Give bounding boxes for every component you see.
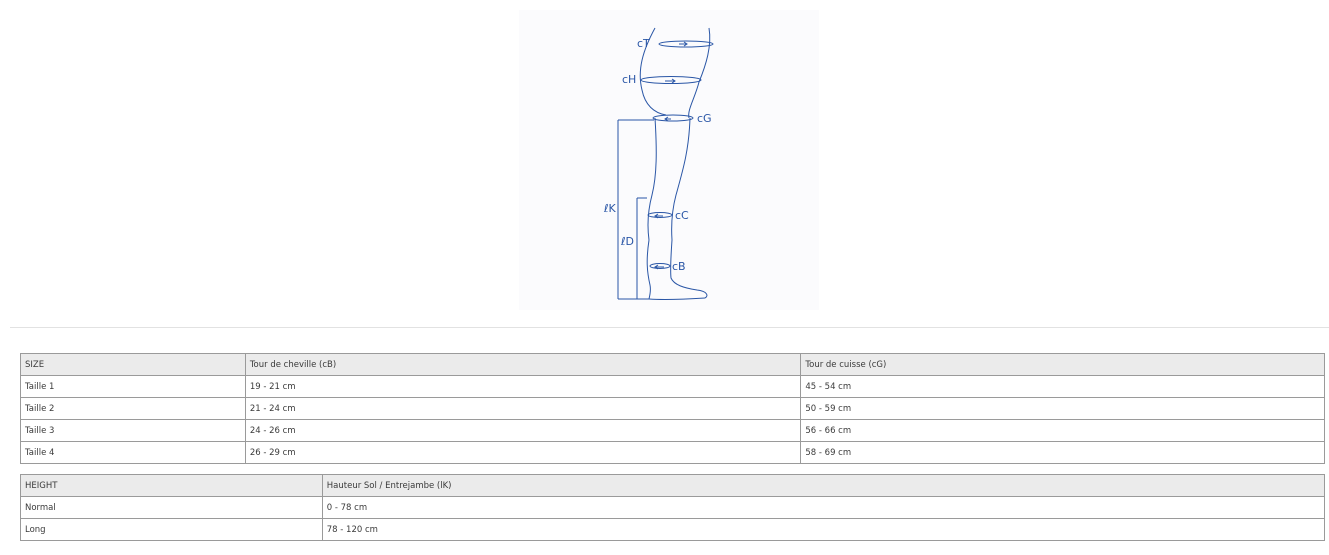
label-cH: cH	[622, 73, 637, 86]
floor-crotch-cell: 78 - 120 cm	[322, 519, 1324, 541]
label-cT: cT	[637, 37, 650, 50]
leg-measurement-diagram	[519, 10, 819, 310]
thigh-cell: 50 - 59 cm	[801, 398, 1325, 420]
label-lK: ℓK	[604, 202, 616, 215]
table-row	[21, 442, 1325, 464]
ankle-cell: 24 - 26 cm	[245, 420, 801, 442]
height-table	[20, 474, 1325, 541]
size-header-cell: SIZE	[21, 354, 246, 376]
thigh-header-cell: Tour de cuisse (cG)	[801, 354, 1325, 376]
ankle-cell: 21 - 24 cm	[245, 398, 801, 420]
height-cell: Normal	[21, 497, 323, 519]
thigh-cell: 56 - 66 cm	[801, 420, 1325, 442]
size-cell: Taille 4	[21, 442, 246, 464]
label-cG: cG	[697, 112, 712, 125]
table-row	[21, 398, 1325, 420]
label-lD: ℓD	[621, 235, 635, 248]
size-table-header-row	[21, 354, 1325, 376]
label-cC: cC	[675, 209, 689, 222]
table-row	[21, 376, 1325, 398]
thigh-cell: 58 - 69 cm	[801, 442, 1325, 464]
thigh-cell: 45 - 54 cm	[801, 376, 1325, 398]
table-row	[21, 420, 1325, 442]
size-cell: Taille 1	[21, 376, 246, 398]
ankle-header-cell: Tour de cheville (cB)	[245, 354, 801, 376]
height-table-header-row	[21, 475, 1325, 497]
size-cell: Taille 3	[21, 420, 246, 442]
section-divider	[10, 327, 1329, 328]
label-cB: cB	[672, 260, 686, 273]
height-header-cell: HEIGHT	[21, 475, 323, 497]
height-cell: Long	[21, 519, 323, 541]
size-table	[20, 353, 1325, 464]
table-row	[21, 497, 1325, 519]
size-cell: Taille 2	[21, 398, 246, 420]
ankle-cell: 26 - 29 cm	[245, 442, 801, 464]
floor-crotch-cell: 0 - 78 cm	[322, 497, 1324, 519]
ankle-cell: 19 - 21 cm	[245, 376, 801, 398]
leg-measurement-illustration	[519, 10, 819, 310]
table-row	[21, 519, 1325, 541]
floor-crotch-header-cell: Hauteur Sol / Entrejambe (lK)	[322, 475, 1324, 497]
